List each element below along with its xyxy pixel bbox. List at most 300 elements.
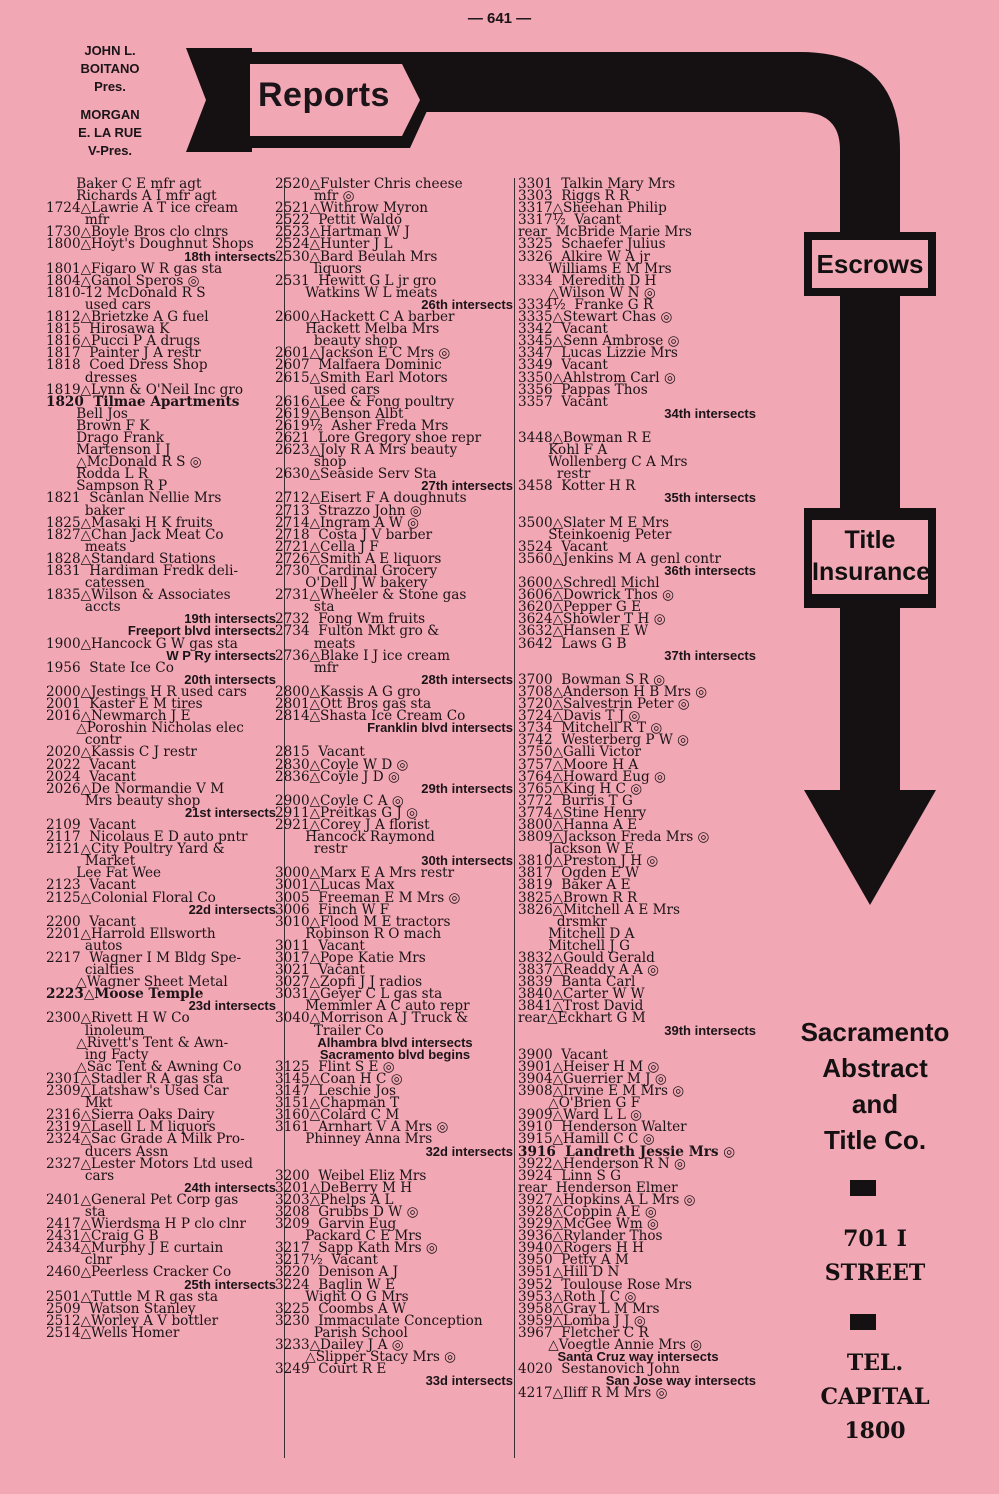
directory-entry: 1800△Hoyt's Doughnut Shops bbox=[46, 236, 254, 253]
directory-entry: baker bbox=[46, 502, 125, 519]
advert-line: 1800 bbox=[844, 1418, 906, 1444]
directory-entry: 2731△Wheeler & Stone gas bbox=[275, 587, 467, 604]
directory-entry: shop bbox=[275, 454, 347, 471]
directory-entry: mfr ◎ bbox=[275, 188, 355, 205]
directory-entry: 3757△Moore H A bbox=[518, 756, 639, 773]
directory-entry: △Voegtle Annie Mrs ◎ bbox=[518, 1337, 702, 1353]
directory-entry: Kohl F A bbox=[518, 442, 608, 459]
directory-column-1 bbox=[46, 178, 278, 1339]
directory-entry: 1801△Figaro W R gas sta bbox=[46, 260, 223, 277]
directory-entry: 2026△De Normandie V M bbox=[46, 780, 225, 797]
directory-entry: Hackett Melba Mrs bbox=[275, 321, 440, 338]
directory-entry: △Wilson W N ◎ bbox=[518, 284, 656, 301]
directory-entry: 2607 Malfaera Dominic bbox=[275, 357, 442, 374]
street-intersection-heading: 32d intersects bbox=[425, 1143, 513, 1159]
directory-entry: Wollenberg C A Mrs bbox=[518, 454, 688, 471]
directory-entry: Watkins W L meats bbox=[275, 284, 438, 301]
street-intersection-heading: 20th intersects bbox=[184, 671, 276, 687]
directory-entry: rear△Eckhart G M bbox=[518, 1010, 646, 1027]
directory-entry: 2734 Fulton Mkt gro & bbox=[275, 623, 440, 640]
street-intersection-heading: W P Ry intersects bbox=[166, 647, 276, 663]
directory-entry: 3928△Coppin A E ◎ bbox=[518, 1203, 657, 1220]
directory-entry: 1900△Hancock G W gas sta bbox=[46, 635, 238, 652]
directory-entry: 2726△Smith A E liquors bbox=[275, 550, 442, 567]
directory-entry: 3317△Sheehan Philip bbox=[518, 200, 667, 217]
directory-entry: 3620△Pepper G E bbox=[518, 599, 642, 616]
directory-entry: 3335△Stewart Chas ◎ bbox=[518, 309, 673, 326]
directory-entry: 2522 Pettit Waldo bbox=[275, 212, 403, 229]
directory-entry: 2512△Worley A V bottler bbox=[46, 1312, 219, 1329]
directory-entry: 2713 Strazzo John ◎ bbox=[275, 502, 422, 519]
directory-entry: 3632△Hansen E W bbox=[518, 623, 649, 640]
directory-entry: Hancock Raymond bbox=[275, 829, 435, 846]
advert-divider bbox=[850, 1180, 876, 1196]
directory-entry: 3750△Galli Victor bbox=[518, 744, 642, 761]
directory-entry: 4217△Iliff R M Mrs ◎ bbox=[518, 1385, 668, 1402]
directory-entry: contr bbox=[46, 732, 122, 749]
directory-entry: 2814△Shasta Ice Cream Co bbox=[275, 708, 466, 725]
directory-entry: 2201△Harrold Ellsworth bbox=[46, 925, 216, 942]
directory-entry: △Poroshin Nicholas elec bbox=[46, 720, 244, 737]
directory-entry: 2619½ Asher Freda Mrs bbox=[275, 417, 449, 434]
directory-entry: 2712△Eisert F A doughnuts bbox=[275, 490, 467, 507]
directory-entry: 2921△Corey J A florist bbox=[275, 816, 430, 833]
directory-entry: 3765△King H C ◎ bbox=[518, 780, 643, 797]
directory-entry: 3217 Sapp Kath Mrs ◎ bbox=[275, 1240, 438, 1257]
directory-entry: Mrs beauty shop bbox=[46, 792, 201, 809]
directory-entry: 2123 Vacant bbox=[46, 877, 136, 894]
directory-entry: △Wagner Sheet Metal bbox=[46, 974, 228, 991]
directory-entry: Mitchell D A bbox=[518, 925, 635, 942]
directory-entry: 3720△Salvestrin Peter ◎ bbox=[518, 696, 690, 713]
directory-entry: 3800△Hanna A E bbox=[518, 816, 638, 833]
directory-entry: 3967 Fletcher C R bbox=[518, 1324, 649, 1341]
directory-entry: 2125△Colonial Floral Co bbox=[46, 889, 216, 906]
directory-entry: 3217½ Vacant bbox=[275, 1252, 379, 1269]
street-intersection-heading: 30th intersects bbox=[421, 853, 513, 869]
directory-entry: 2121△City Poultry Yard & bbox=[46, 841, 225, 858]
directory-entry: 3936△Rylander Thos bbox=[518, 1228, 663, 1245]
directory-entry: 3909△Ward L L ◎ bbox=[518, 1107, 643, 1124]
directory-entry: 2223△Moose Temple bbox=[46, 986, 204, 1003]
directory-entry: Steinkoenig Peter bbox=[518, 526, 672, 543]
advert-line: 701 I bbox=[843, 1226, 907, 1252]
directory-entry: 3209 Garvin Eug bbox=[275, 1216, 397, 1233]
directory-entry: 3819 Baker A E bbox=[518, 877, 631, 894]
directory-entry: 3350△Ahlstrom Carl ◎ bbox=[518, 369, 676, 386]
directory-entry: 1812△Brietzke A G fuel bbox=[46, 309, 209, 326]
directory-entry: 3161 Arnhart V A Mrs ◎ bbox=[275, 1119, 449, 1136]
directory-entry: 3001△Lucas Max bbox=[275, 877, 395, 894]
directory-entry: 3742 Westerberg P W ◎ bbox=[518, 732, 690, 749]
street-intersection-heading: 24th intersects bbox=[184, 1179, 276, 1195]
directory-entry: 3200 Weibel Eliz Mrs bbox=[275, 1167, 427, 1184]
directory-column-2 bbox=[275, 178, 515, 1387]
directory-column-3 bbox=[518, 176, 758, 1402]
directory-entry: 3160△Colard C M bbox=[275, 1107, 400, 1124]
directory-entry: 2501△Tuttle M R gas sta bbox=[46, 1288, 218, 1305]
directory-entry: 3147 Leschie Jos bbox=[275, 1083, 396, 1100]
directory-entry: meats bbox=[46, 538, 127, 555]
directory-entry: 3810△Preston J H ◎ bbox=[518, 853, 659, 870]
directory-entry: 3624△Showler T H ◎ bbox=[518, 611, 666, 628]
advert-line: Abstract bbox=[822, 1053, 928, 1083]
directory-entry: 2800△Kassis A G gro bbox=[275, 683, 421, 700]
directory-entry: 3031△Geyer C L gas sta bbox=[275, 986, 443, 1003]
directory-entry: 3345△Senn Ambrose ◎ bbox=[518, 333, 680, 350]
directory-entry: 2718 Costa J V barber bbox=[275, 526, 433, 543]
street-intersection-heading: Alhambra blvd intersects bbox=[317, 1034, 473, 1050]
directory-entry: 3125 Flint S E ◎ bbox=[275, 1058, 395, 1075]
directory-entry: 3005 Freeman E M Mrs ◎ bbox=[275, 889, 461, 906]
street-intersection-heading: 33d intersects bbox=[425, 1373, 513, 1389]
directory-entry: 1831 Hardiman Fredk deli- bbox=[46, 563, 239, 579]
directory-entry: 3011 Vacant bbox=[275, 937, 365, 954]
directory-entry: 3910 Henderson Walter bbox=[518, 1119, 687, 1136]
directory-entry: 2900△Coyle C A ◎ bbox=[275, 792, 404, 809]
directory-entry: Parish School bbox=[275, 1324, 408, 1341]
directory-entry: clnr bbox=[46, 1252, 113, 1269]
directory-entry: 2001 Kaster E M tires bbox=[46, 696, 203, 713]
directory-entry: 3901△Heiser H M ◎ bbox=[518, 1058, 660, 1075]
directory-entry: 2730 Cardinal Grocery bbox=[275, 563, 438, 579]
directory-entry: 3927△Hopkins A L Mrs ◎ bbox=[518, 1191, 696, 1208]
directory-entry: 2521△Withrow Myron bbox=[275, 200, 429, 217]
directory-entry: 2520△Fulster Chris cheese bbox=[275, 176, 463, 192]
directory-entry: 2732 Fong Wm fruits bbox=[275, 611, 426, 628]
directory-entry: 2309△Latshaw's Used Car bbox=[46, 1083, 229, 1100]
street-intersection-heading: 39th intersects bbox=[664, 1022, 756, 1038]
directory-entry: rear McBride Marie Mrs bbox=[518, 224, 692, 241]
directory-entry: Drago Frank bbox=[46, 429, 164, 446]
directory-entry: 2621 Lore Gregory shoe repr bbox=[275, 429, 482, 446]
officer-title: V-Pres. bbox=[87, 143, 133, 158]
directory-entry: Lee Fat Wee bbox=[46, 865, 162, 882]
directory-entry: 2316△Sierra Oaks Dairy bbox=[46, 1107, 215, 1124]
directory-entry: 3908△Irvine E M Mrs ◎ bbox=[518, 1083, 685, 1100]
directory-entry: Brown F K bbox=[46, 417, 150, 434]
directory-entry: 3837△Readdy A A ◎ bbox=[518, 962, 659, 979]
directory-entry: used cars bbox=[46, 296, 151, 313]
directory-entry: 3959△Lomba J J ◎ bbox=[518, 1312, 646, 1329]
directory-entry: 1730△Boyle Bros clo clnrs bbox=[46, 224, 229, 241]
directory-entry: 3708△Anderson H B Mrs ◎ bbox=[518, 683, 708, 700]
directory-entry: 2836△Coyle J D ◎ bbox=[275, 768, 400, 785]
directory-entry: 3524 Vacant bbox=[518, 538, 608, 555]
directory-entry: 3500△Slater M E Mrs bbox=[518, 514, 670, 531]
directory-entry: 3642 Laws G B bbox=[518, 635, 627, 652]
directory-entry: 2801△Ott Bros gas sta bbox=[275, 696, 432, 713]
directory-entry: 3458 Kotter H R bbox=[518, 478, 636, 495]
directory-entry: 3145△Coan H C ◎ bbox=[275, 1070, 403, 1087]
title-insurance-label bbox=[812, 520, 931, 594]
directory-entry: △O'Brien G F bbox=[518, 1095, 641, 1112]
directory-entry: 2217 Wagner I M Bldg Spe- bbox=[46, 950, 242, 966]
directory-entry: 3334 Meredith D H bbox=[518, 272, 657, 289]
directory-entry: Baker C E mfr agt bbox=[46, 176, 202, 192]
directory-entry: restr bbox=[275, 841, 348, 858]
directory-entry: 3724△Davis T J ◎ bbox=[518, 708, 641, 725]
street-intersection-heading: 23d intersects bbox=[188, 998, 276, 1014]
directory-entry: ducers Assn bbox=[46, 1143, 169, 1160]
directory-entry: Williams E M Mrs bbox=[518, 260, 672, 277]
directory-entry: Market bbox=[46, 853, 136, 870]
directory-entry: used cars bbox=[275, 381, 380, 398]
directory-entry: 3448△Bowman R E bbox=[518, 429, 652, 446]
title-insurance-line: Title bbox=[844, 526, 896, 554]
directory-entry: 3317½ Vacant bbox=[518, 212, 622, 229]
directory-entry: 3924 Linn S G bbox=[518, 1167, 621, 1184]
directory-entry: 3916 Landreth Jessie Mrs ◎ bbox=[518, 1143, 736, 1160]
directory-entry: 2721△Cella J F bbox=[275, 538, 379, 555]
directory-entry: 2401△General Pet Corp gas bbox=[46, 1191, 239, 1208]
directory-entry: 2911△Preitkas G J ◎ bbox=[275, 804, 418, 821]
directory-entry: 3010△Flood M E tractors bbox=[275, 913, 451, 930]
officer-name: JOHN L. bbox=[84, 43, 136, 58]
directory-entry: 3249 Court R E bbox=[275, 1361, 387, 1378]
directory-entry: 1819△Lynn & O'Neil Inc gro bbox=[46, 381, 244, 398]
directory-entry: 3606△Dowrick Thos ◎ bbox=[518, 587, 674, 604]
directory-entry: 2431△Craig G B bbox=[46, 1228, 159, 1245]
directory-entry: meats bbox=[275, 635, 356, 652]
street-intersection-heading: Franklin blvd intersects bbox=[367, 720, 513, 736]
directory-entry: 1835△Wilson & Associates bbox=[46, 587, 231, 604]
advert-line: CAPITAL bbox=[820, 1384, 930, 1410]
title-insurance-line: Insurance bbox=[812, 558, 931, 586]
directory-entry: 3953△Roth J C ◎ bbox=[518, 1288, 637, 1305]
directory-entry: 3832△Gould Gerald bbox=[518, 950, 655, 966]
directory-entry: 1724△Lawrie A T ice cream bbox=[46, 200, 239, 217]
directory-entry: 2024 Vacant bbox=[46, 768, 136, 785]
directory-entry: sta bbox=[46, 1203, 106, 1220]
advert-line: and bbox=[851, 1089, 899, 1119]
directory-entry: 2523△Hartman W J bbox=[275, 224, 410, 241]
directory-entry: 1828△Standard Stations bbox=[46, 550, 216, 567]
directory-entry: accts bbox=[46, 599, 121, 616]
directory-entry: 2616△Lee & Fong poultry bbox=[275, 393, 455, 410]
directory-entry: 2619△Benson Albt bbox=[275, 405, 404, 422]
directory-entry: 1810-12 McDonald R S bbox=[46, 284, 206, 301]
directory-entry: cars bbox=[46, 1167, 115, 1184]
street-intersection-heading: Freeport blvd intersects bbox=[127, 623, 276, 639]
directory-entry: 3000△Marx E A Mrs restr bbox=[275, 865, 455, 882]
directory-entry: 1825△Masaki H K fruits bbox=[46, 514, 213, 531]
directory-entry: 3825△Brown R R bbox=[518, 889, 638, 906]
directory-entry: 3342 Vacant bbox=[518, 321, 608, 338]
directory-entry: Sampson R P bbox=[46, 478, 168, 495]
directory-entry: 1816△Pucci P A drugs bbox=[46, 333, 201, 350]
directory-entry: 3764△Howard Eug ◎ bbox=[518, 768, 666, 785]
directory-entry: Trailer Co bbox=[275, 1022, 384, 1039]
directory-entry: 1818 Coed Dress Shop bbox=[46, 357, 208, 374]
directory-entry: 3151△Chapman T bbox=[275, 1095, 400, 1112]
directory-entry: △Rivett's Tent & Awn- bbox=[46, 1034, 229, 1051]
directory-entry: 2623△Joly R A Mrs beauty bbox=[275, 442, 458, 459]
directory-entry: 3301 Talkin Mary Mrs bbox=[518, 176, 676, 192]
street-intersection-heading: Santa Cruz way intersects bbox=[557, 1349, 719, 1365]
advert-line: Title Co. bbox=[823, 1125, 927, 1155]
advert-line: STREET bbox=[824, 1260, 926, 1286]
directory-entry: 3208 Grubbs D W ◎ bbox=[275, 1203, 419, 1220]
directory-entry: beauty shop bbox=[275, 333, 398, 350]
directory-entry: 3940△Rogers H H bbox=[518, 1240, 645, 1257]
directory-entry: Jackson W E bbox=[518, 841, 635, 858]
directory-entry: 3929△McGee Wm ◎ bbox=[518, 1216, 659, 1233]
street-intersection-heading: 35th intersects bbox=[664, 490, 756, 506]
directory-entry: 2327△Lester Motors Ltd used bbox=[46, 1155, 253, 1172]
street-intersection-heading: 21st intersects bbox=[184, 804, 276, 820]
directory-entry: 2514△Wells Homer bbox=[46, 1324, 180, 1341]
directory-entry: linoleum bbox=[46, 1022, 145, 1039]
reports-label: Reports bbox=[258, 76, 390, 114]
directory-entry: 3356 Pappas Thos bbox=[518, 381, 648, 398]
advert-line: TEL. bbox=[846, 1350, 904, 1376]
street-intersection-heading: 34th intersects bbox=[664, 405, 756, 421]
directory-entry: 3021 Vacant bbox=[275, 962, 365, 979]
directory-entry: 2524△Hunter J L bbox=[275, 236, 393, 253]
directory-entry: 2324△Sac Grade A Milk Pro- bbox=[46, 1131, 245, 1148]
directory-entry: 1817 Painter J A restr bbox=[46, 345, 201, 362]
directory-entry: 3915△Hamill C C ◎ bbox=[518, 1131, 655, 1148]
street-intersection-heading: 25th intersects bbox=[184, 1276, 276, 1292]
street-intersection-heading: 26th intersects bbox=[421, 296, 513, 312]
directory-entry: 3958△Gray L M Mrs bbox=[518, 1300, 660, 1317]
directory-entry: 2417△Wierdsma H P clo clnr bbox=[46, 1216, 246, 1233]
directory-entry: 2460△Peerless Cracker Co bbox=[46, 1264, 232, 1281]
officer-name: E. LA RUE bbox=[78, 125, 142, 140]
officer-name: MORGAN bbox=[80, 107, 140, 122]
directory-entry: 3817 Ogden E W bbox=[518, 865, 640, 882]
directory-entry: 2531 Hewitt G L jr gro bbox=[275, 272, 437, 289]
directory-entry: 3027△Zopfi J J radios bbox=[275, 974, 423, 991]
directory-entry: Wight O G Mrs bbox=[275, 1288, 409, 1305]
directory-entry: 2117 Nicolaus E D auto pntr bbox=[46, 829, 248, 846]
advert-phone bbox=[770, 1346, 980, 1448]
officer-name: BOITANO bbox=[80, 61, 140, 76]
directory-entry: 3700 Bowman S R ◎ bbox=[518, 671, 666, 688]
directory-entry: 2022 Vacant bbox=[46, 756, 136, 773]
directory-entry: cialties bbox=[46, 962, 135, 979]
directory-entry: 3772 Burris T G bbox=[518, 792, 633, 809]
directory-entry: 1804△Ganol Speros ◎ bbox=[46, 272, 200, 289]
directory-entry: 2815 Vacant bbox=[275, 744, 365, 761]
directory-entry: 3734 Mitchell R T ◎ bbox=[518, 720, 663, 737]
directory-entry: △McDonald R S ◎ bbox=[46, 454, 202, 471]
directory-entry: Mkt bbox=[46, 1095, 113, 1112]
directory-entry: 3840△Carter W W bbox=[518, 986, 645, 1003]
directory-entry: 3201△DeBerry M H bbox=[275, 1179, 413, 1196]
directory-entry: 2301△Stadler R A gas sta bbox=[46, 1070, 224, 1087]
directory-entry: 3774△Stine Henry bbox=[518, 804, 647, 821]
directory-entry: 3006 Finch W F bbox=[275, 901, 390, 918]
directory-entry: 2300△Rivett H W Co bbox=[46, 1010, 190, 1027]
directory-entry: Martenson I J bbox=[46, 442, 171, 459]
directory-entry: 3017△Pope Katie Mrs bbox=[275, 950, 426, 966]
directory-entry: sta bbox=[275, 599, 335, 616]
advert-address bbox=[770, 1222, 980, 1290]
street-intersection-heading: 22d intersects bbox=[188, 901, 276, 917]
directory-entry: ing Facty bbox=[46, 1046, 149, 1063]
directory-entry: Mitchell J G bbox=[518, 937, 631, 954]
street-intersection-heading: Sacramento blvd begins bbox=[319, 1046, 471, 1062]
directory-entry: Phinney Anna Mrs bbox=[275, 1131, 433, 1148]
directory-entry: O'Dell J W bakery bbox=[275, 575, 428, 592]
directory-entry: 1827△Chan Jack Meat Co bbox=[46, 526, 224, 543]
directory-entry: 3950 Petty A M bbox=[518, 1252, 629, 1269]
directory-entry: 4020 Sestanovich John bbox=[518, 1361, 680, 1378]
directory-entry: 2736△Blake I J ice cream bbox=[275, 647, 451, 664]
directory-entry: 2319△Lasell L M liquors bbox=[46, 1119, 216, 1136]
directory-entry: dresses bbox=[46, 369, 138, 386]
directory-entry: 2434△Murphy J E curtain bbox=[46, 1240, 224, 1257]
directory-entry: 3334½ Franke G R bbox=[518, 296, 654, 313]
directory-entry: 2630△Seaside Serv Sta bbox=[275, 466, 437, 483]
directory-entry: 3233△Dailey J A ◎ bbox=[275, 1337, 404, 1353]
street-intersection-heading: 37th intersects bbox=[664, 647, 756, 663]
advert-divider bbox=[850, 1314, 876, 1330]
directory-entry: 3349 Vacant bbox=[518, 357, 608, 374]
directory-entry: △Sac Tent & Awning Co bbox=[46, 1058, 242, 1075]
directory-entry: Rodda L R bbox=[46, 466, 149, 483]
directory-entry: Bell Jos bbox=[46, 405, 128, 422]
street-intersection-heading: 28th intersects bbox=[421, 671, 513, 687]
page-number: — 641 — bbox=[467, 10, 532, 27]
directory-entry: 2530△Bard Beulah Mrs bbox=[275, 248, 438, 265]
directory-entry: 3224 Baglin W E bbox=[275, 1276, 396, 1293]
directory-entry: 2200 Vacant bbox=[46, 913, 136, 930]
directory-entry: 3952 Toulouse Rose Mrs bbox=[518, 1276, 692, 1293]
directory-entry: 3347 Lucas Lizzie Mrs bbox=[518, 345, 678, 362]
directory-entry: 3325 Schaefer Julius bbox=[518, 236, 666, 253]
street-intersection-heading: 19th intersects bbox=[184, 611, 276, 627]
directory-entry: 2509 Watson Stanley bbox=[46, 1300, 196, 1317]
directory-entry: 3600△Schredl Michl bbox=[518, 575, 660, 592]
directory-entry: 3951△Hill D N bbox=[518, 1264, 620, 1281]
directory-entry: 1820 Tilmae Apartments bbox=[46, 393, 240, 410]
directory-entry: 2020△Kassis C J restr bbox=[46, 744, 197, 761]
directory-entry: 2109 Vacant bbox=[46, 816, 136, 833]
street-intersection-heading: 36th intersects bbox=[664, 563, 756, 578]
directory-entry: liquors bbox=[275, 260, 362, 277]
escrows-label: Escrows bbox=[812, 240, 928, 288]
directory-entry: Memmler A C auto repr bbox=[275, 998, 470, 1015]
directory-entry: Packard C E Mrs bbox=[275, 1228, 422, 1245]
directory-entry: 3922△Henderson R N ◎ bbox=[518, 1155, 686, 1172]
street-intersection-heading: 27th intersects bbox=[421, 478, 513, 494]
street-intersection-heading: 18th intersects bbox=[184, 248, 276, 264]
street-intersection-heading: San Jose way intersects bbox=[605, 1373, 756, 1389]
directory-entry: Richards A I mfr agt bbox=[46, 188, 217, 205]
directory-entry: 3904△Guerrier M J ◎ bbox=[518, 1070, 667, 1087]
advert-line: Sacramento bbox=[800, 1017, 950, 1047]
directory-entry: rear Henderson Elmer bbox=[518, 1179, 678, 1196]
advert-company-name bbox=[770, 1014, 980, 1158]
directory-entry: 3326 Alkire W A jr bbox=[518, 248, 650, 265]
directory-entry: 3809△Jackson Freda Mrs ◎ bbox=[518, 829, 710, 846]
directory-entry: 2016△Newmarch J E bbox=[46, 708, 191, 725]
directory-entry: 1815 Hirosawa K bbox=[46, 321, 170, 338]
directory-entry: mfr bbox=[46, 212, 110, 229]
directory-entry: 2601△Jackson E C Mrs ◎ bbox=[275, 345, 451, 362]
directory-entry: 3225 Coombs A W bbox=[275, 1300, 407, 1317]
directory-entry: 3230 Immaculate Conception bbox=[275, 1312, 483, 1329]
directory-entry: 3839 Banta Carl bbox=[518, 974, 636, 991]
directory-entry: 3040△Morrison A J Truck & bbox=[275, 1010, 469, 1027]
directory-entry: 2714△Ingram A W ◎ bbox=[275, 514, 419, 531]
directory-entry: Robinson R O mach bbox=[275, 925, 442, 942]
directory-entry: 3841△Trost David bbox=[518, 998, 644, 1015]
officer-title: Pres. bbox=[94, 79, 126, 94]
